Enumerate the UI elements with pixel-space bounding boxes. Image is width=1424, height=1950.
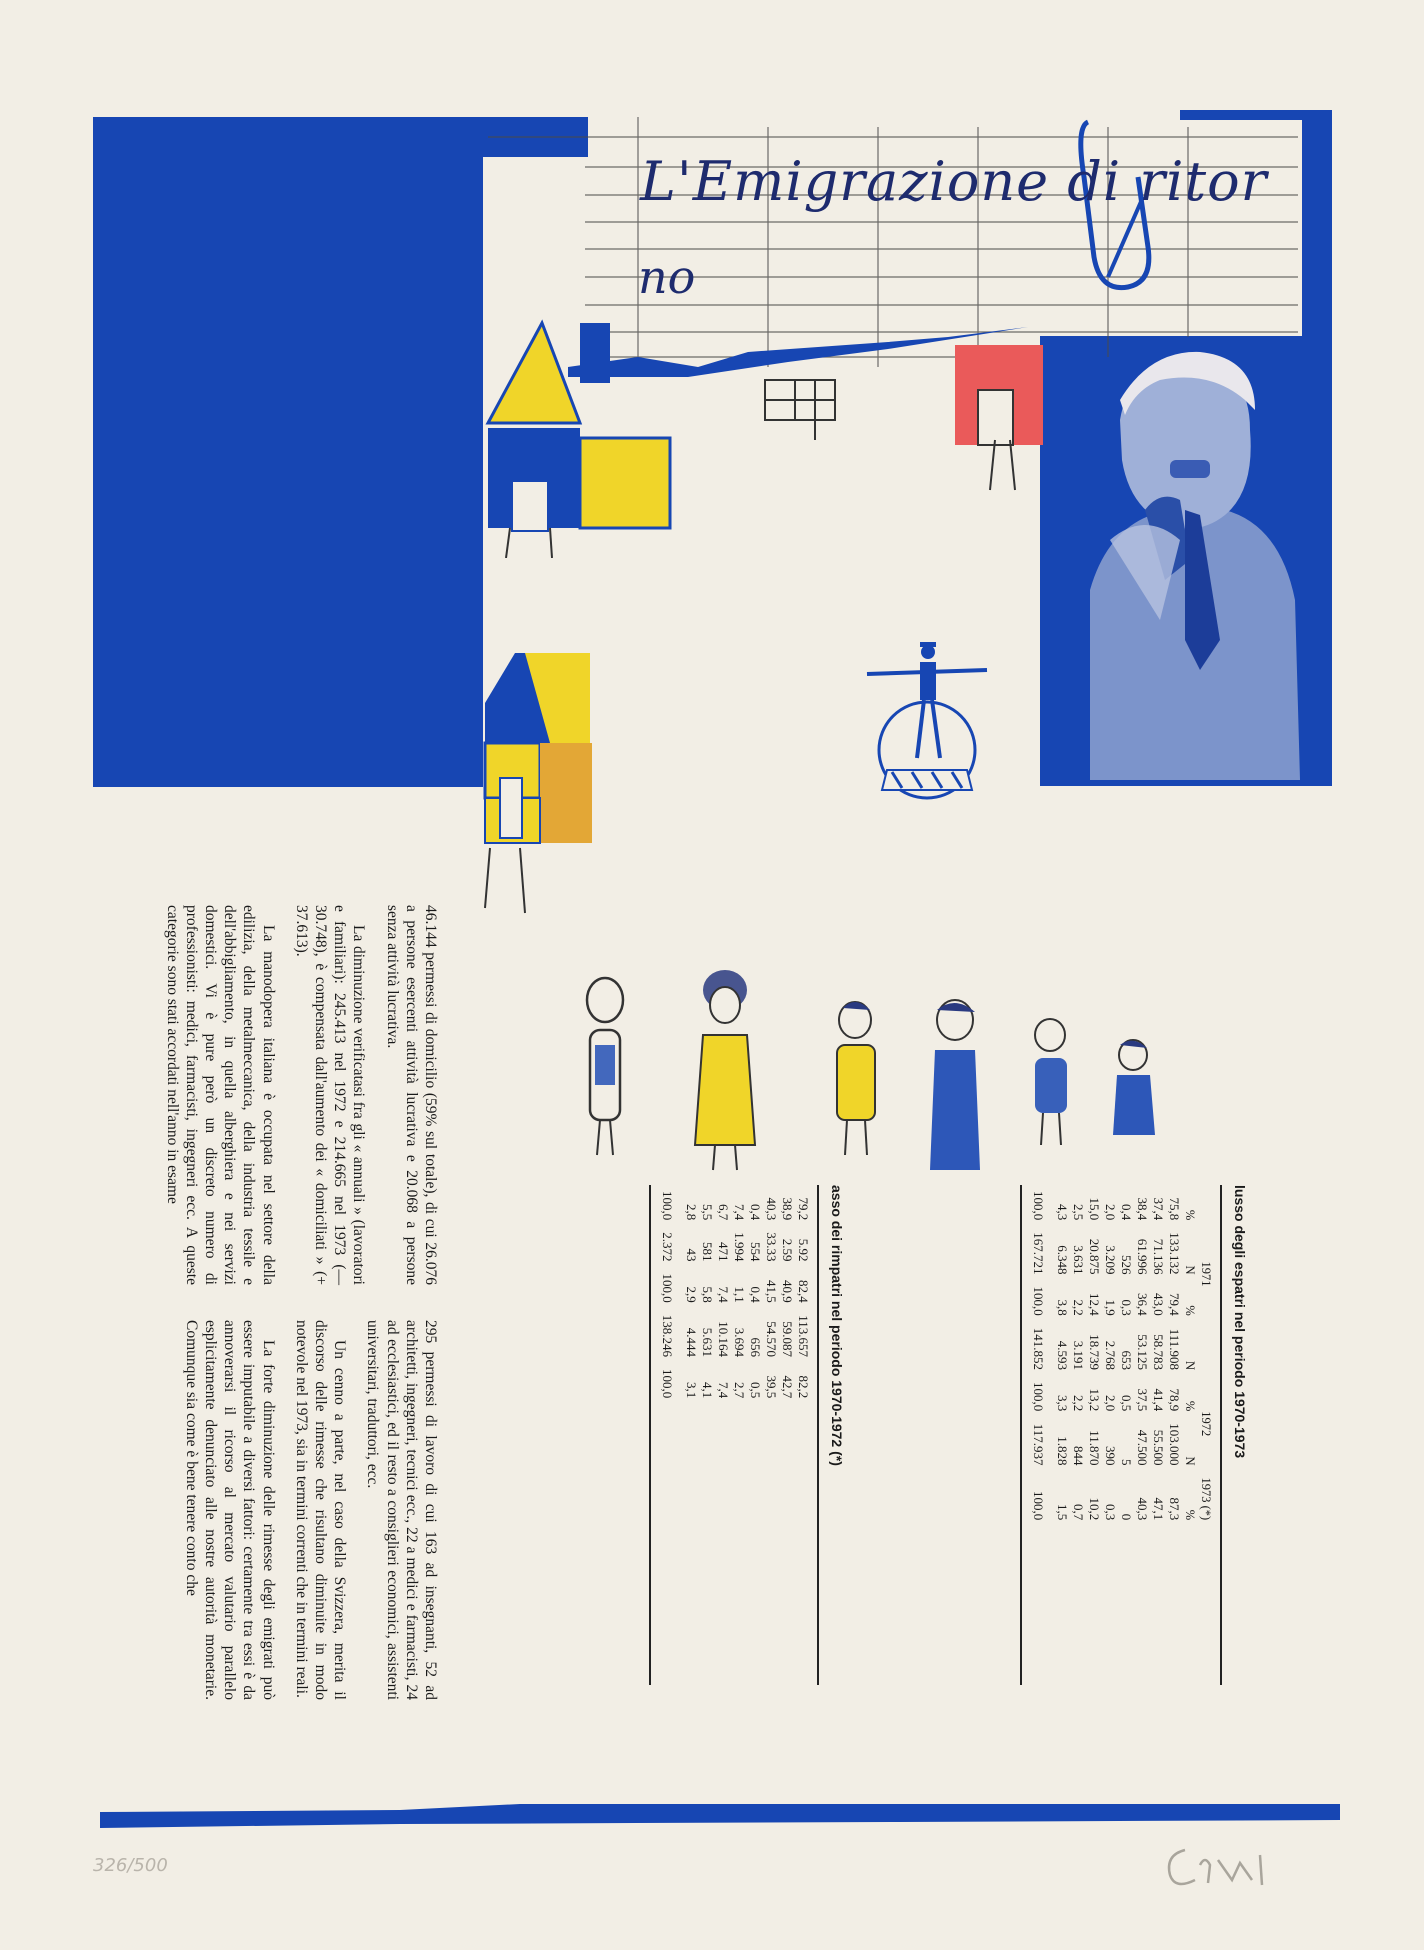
- blue-right-strip: [1302, 110, 1332, 340]
- table2-total-cell: 2.372: [660, 1232, 675, 1262]
- table2-cell: 42,7: [780, 1375, 795, 1399]
- table2-cell: 656: [748, 1337, 763, 1357]
- table1-cell: 0,3: [1119, 1299, 1134, 1316]
- table2-cell: 5,8: [700, 1286, 715, 1303]
- table2-cell: 33.33: [764, 1232, 779, 1262]
- table2-cell: 59.087: [780, 1321, 795, 1357]
- small-grid-house: [760, 360, 860, 450]
- table1-cell: 61.996: [1135, 1238, 1150, 1275]
- table2-rule-bottom: [649, 1185, 651, 1685]
- table2-row: [699, 1185, 715, 1404]
- person-5: [1035, 1019, 1067, 1145]
- table1-cell: 4,3: [1055, 1204, 1070, 1221]
- table1-cell: 0,5: [1119, 1395, 1134, 1412]
- table1-year-1973: 1973 (*): [1199, 1477, 1213, 1521]
- table1-cell: 3.191: [1071, 1340, 1086, 1370]
- table1-cell: 37,4: [1151, 1197, 1166, 1221]
- table2-cell: 82,2: [796, 1375, 811, 1399]
- table2-cell: 6,7: [716, 1204, 731, 1221]
- table2-cell: 471: [716, 1242, 731, 1262]
- table2-cell: 0,5: [748, 1382, 763, 1399]
- table2-cell: 5,5: [700, 1204, 715, 1221]
- person-3: [837, 1002, 875, 1155]
- table1-cell: 526: [1119, 1255, 1134, 1275]
- table1-row: [1054, 1185, 1070, 1526]
- table1-total-cell: 167.721: [1031, 1232, 1046, 1275]
- table2-cell: 554: [748, 1242, 763, 1262]
- table2-cell: 0,4: [748, 1286, 763, 1303]
- table2-cell: 7,4: [732, 1204, 747, 1221]
- person-1: [587, 978, 623, 1155]
- paragraph-1: 46.144 permessi di domicilio (59% sul totale), di cui 26.076 a persone esercenti attività lucrativa e 20.068 a persone senza attività lucrativa.: [383, 905, 439, 1285]
- table1-spacer: [1198, 1185, 1214, 1226]
- table1-year-row: [1198, 1185, 1214, 1526]
- table2-cell: 3.694: [732, 1327, 747, 1357]
- table1-cell: 1.828: [1055, 1436, 1070, 1466]
- table1-cell: 390: [1103, 1446, 1118, 1466]
- table2-cell: 4,1: [700, 1382, 715, 1399]
- table1-row: [1070, 1185, 1086, 1526]
- table1-col-header: %: [1183, 1400, 1197, 1412]
- table2-cell: 40,3: [764, 1197, 779, 1221]
- table1-row: [1118, 1185, 1134, 1526]
- table2-cell: 5.92: [796, 1238, 811, 1262]
- table2-cell: 43: [684, 1248, 699, 1262]
- table2-total-cell: 100,0: [660, 1369, 675, 1399]
- edition-number: 326/500: [93, 1855, 168, 1876]
- table2-cell: 4.444: [684, 1327, 699, 1357]
- table1-total-cell: 100,0: [1031, 1286, 1046, 1316]
- table1-cell: 71.136: [1151, 1238, 1166, 1275]
- table2-title: asso dei rimpatri nel periodo 1970-1972 (*): [829, 1185, 845, 1466]
- text-column-left: [162, 905, 440, 1285]
- table1-body: [1030, 1185, 1182, 1526]
- table2-cell: 2,9: [684, 1286, 699, 1303]
- table2-cell: 38,9: [780, 1197, 795, 1221]
- house-drawing-bottom: [480, 648, 600, 918]
- table1-total-cell: 100,0: [1031, 1490, 1046, 1521]
- table2-cell: 0,4: [748, 1204, 763, 1221]
- table1-cell: 3,8: [1055, 1299, 1070, 1316]
- table2-block: [649, 1185, 845, 1705]
- table2: [659, 1185, 811, 1404]
- table1-row: [1134, 1185, 1150, 1526]
- person-2: [695, 970, 755, 1170]
- table1-cell: 2,5: [1071, 1204, 1086, 1221]
- paragraph-6: La forte diminuzione delle rimesse degli emigrati può essere imputabile a diversi fattori: certamente tra essi è da annoverarsi il ricorso al mercato valutario parallelo esplicitamente denunciato alle nostre autorità monetarie. Comunque sia come è bene tenere conto che: [182, 1320, 277, 1700]
- table1-year-1972: 1972: [1199, 1411, 1213, 1437]
- table2-body: [659, 1185, 811, 1404]
- table2-total-cell: 100,0: [660, 1191, 675, 1221]
- table1-spacer: [1198, 1322, 1214, 1376]
- table1-total-cell: 100,0: [1031, 1191, 1046, 1221]
- table2-cell: 41,5: [764, 1280, 779, 1303]
- table1-row: [1102, 1185, 1118, 1526]
- table2-row: [779, 1185, 795, 1404]
- table1-cell: 15,0: [1087, 1197, 1102, 1221]
- blue-block-left: [93, 117, 483, 787]
- table1-total-cell: 117.937: [1031, 1423, 1046, 1466]
- table1-cell: 38,4: [1135, 1197, 1150, 1221]
- table1-cell: 36,4: [1135, 1293, 1150, 1316]
- blue-bottom-stroke: [100, 1800, 1340, 1830]
- table1-cell: 2.768: [1103, 1340, 1118, 1370]
- table2-cell: 5.631: [700, 1327, 715, 1357]
- table1: [1030, 1185, 1214, 1526]
- handwritten-title-line2: no: [638, 250, 696, 304]
- table1-cell: 37,5: [1135, 1388, 1150, 1412]
- table1-col-header: N: [1183, 1265, 1197, 1275]
- table1-cell: 43,0: [1151, 1293, 1166, 1316]
- table1-cell: 3,3: [1055, 1395, 1070, 1412]
- table1-cell: 4.593: [1055, 1340, 1070, 1370]
- handwritten-title-line1: L'Emigrazione di ritor: [640, 150, 1268, 213]
- table2-total-cell: 100,0: [660, 1273, 675, 1303]
- table1-cell: 0: [1119, 1513, 1134, 1521]
- house-drawing-top: [480, 318, 680, 558]
- table2-cell: 1.994: [732, 1232, 747, 1262]
- table1-cell: 11.870: [1087, 1430, 1102, 1466]
- table2-cell: 581: [700, 1242, 715, 1262]
- people-drawing-row: [565, 970, 1165, 1200]
- table2-cell: 79,2: [796, 1197, 811, 1221]
- table1-cell: 2,2: [1071, 1395, 1086, 1412]
- table1-row: [1086, 1185, 1102, 1526]
- table1-rule-top: [1220, 1185, 1222, 1685]
- table2-row: [747, 1185, 763, 1404]
- table2-rule-top: [817, 1185, 819, 1685]
- man-photo-image: [1050, 340, 1310, 780]
- table2-cell: 82,4: [796, 1280, 811, 1303]
- paragraph-5: Un cenno a parte, nel caso della Svizzera, merita il discorso delle rimesse che risultano diminuite in modo notevole nel 1973, sia in termini correnti che in termini reali.: [292, 1320, 349, 1700]
- table1-title: lusso degli espatri nel periodo 1970-1973: [1232, 1185, 1248, 1459]
- table1-total-row: [1030, 1185, 1054, 1526]
- table2-cell: 54.570: [764, 1321, 779, 1357]
- table1-row: [1166, 1185, 1182, 1526]
- table1-block: [1020, 1185, 1248, 1705]
- person-6: [1113, 1040, 1155, 1135]
- table1-col-header: N: [1183, 1456, 1197, 1466]
- table1-col-header: %: [1183, 1305, 1197, 1316]
- person-4: [930, 1000, 980, 1170]
- table1-cell: 18.739: [1087, 1334, 1102, 1370]
- table1-cell: 78,9: [1167, 1388, 1182, 1412]
- table1-cell: 1,9: [1103, 1299, 1118, 1316]
- table1-col-row: [1182, 1185, 1198, 1526]
- table1-cell: 3.209: [1103, 1245, 1118, 1275]
- table1-cell: 0,4: [1119, 1204, 1134, 1221]
- table1-cell: 2,0: [1103, 1204, 1118, 1221]
- table2-row: [715, 1185, 731, 1404]
- table2-row: [763, 1185, 779, 1404]
- table1-cell: 2,2: [1071, 1299, 1086, 1316]
- table2-cell: 39,5: [764, 1375, 779, 1399]
- paragraph-2: La diminuzione verificatasi fra gli « annuali » (lavoratori e familiari): 245.413 nel 1972 e 214.665 nel 1973 (—30.748), è compensata dall'aumento dei « domiciliati » (+ 37.613).: [292, 905, 368, 1285]
- table1-cell: 41,4: [1151, 1388, 1166, 1412]
- table1-cell: 111.908: [1167, 1328, 1182, 1370]
- table1-cell: 6.348: [1055, 1245, 1070, 1275]
- table2-total-row: [659, 1185, 683, 1404]
- table2-row: [683, 1185, 699, 1404]
- table1-col-header: %: [1183, 1509, 1197, 1521]
- table1-cell: 75,8: [1167, 1197, 1182, 1221]
- table2-cell: 113.657: [796, 1315, 811, 1357]
- table1-total-cell: 141.852: [1031, 1327, 1046, 1370]
- table1-cell: 1,5: [1055, 1503, 1070, 1521]
- table1-cell: 13,2: [1087, 1388, 1102, 1412]
- table1-cell: 40,3: [1135, 1497, 1150, 1521]
- table2-cell: 7,4: [716, 1286, 731, 1303]
- table1-year-1971: 1971: [1199, 1261, 1213, 1287]
- table2-cell: 40,9: [780, 1280, 795, 1303]
- table1-cell: 844: [1071, 1446, 1086, 1466]
- table2-cell: 2,7: [732, 1382, 747, 1399]
- table1-cell: 53.125: [1135, 1334, 1150, 1370]
- table1-cell: 3.631: [1071, 1245, 1086, 1275]
- paragraph-4: 295 permessi di lavoro di cui 163 ad insegnanti, 52 ad architetti, ingegneri, tecnici ecc., 22 a medici e farmacisti, 24 ad ecclesiastici, ed il resto a consiglieri economici, assistenti universitari, traduttori, ecc.: [364, 1320, 439, 1700]
- table1-cell: 47.500: [1135, 1429, 1150, 1466]
- table1-cell: 133.132: [1167, 1232, 1182, 1275]
- figure-on-wheel-drawing: [862, 640, 992, 800]
- table1-total-cell: 100,0: [1031, 1382, 1046, 1412]
- table1-cell: 0,7: [1071, 1503, 1086, 1521]
- table1-cell: 55.500: [1151, 1429, 1166, 1466]
- table2-cell: 2,8: [684, 1204, 699, 1221]
- table1-col-header: %: [1183, 1209, 1197, 1221]
- table1-cell: 47,1: [1151, 1497, 1166, 1521]
- table2-total-cell: 138.246: [660, 1314, 675, 1357]
- table1-cell: 5: [1119, 1459, 1134, 1466]
- text-column-right: [182, 1320, 440, 1700]
- table1-cell: 653: [1119, 1350, 1134, 1370]
- table1-rule-bottom: [1020, 1185, 1022, 1685]
- table1-cell: 58.783: [1151, 1334, 1166, 1370]
- table2-row: [795, 1185, 811, 1404]
- table1-cell: 103.000: [1167, 1423, 1182, 1466]
- table2-cell: 2.59: [780, 1238, 795, 1262]
- table2-cell: 7,4: [716, 1382, 731, 1399]
- paragraph-3: La manodopera italiana è occupata nel settore della edilizia, della metalmeccanica, della industria tessile e dell'abbigliamento, in quella alberghiera e nei servizi domestici. Vi è pure però un discreto numero di professionisti: medici, farmacisti, ingegneri ecc. A queste categorie sono stati accordati nell'anno in esame: [163, 905, 277, 1285]
- artist-signature: [1160, 1835, 1300, 1895]
- table1-cell: 12,4: [1087, 1293, 1102, 1316]
- table1-cell: 0,3: [1103, 1503, 1118, 1521]
- table2-cell: 10.164: [716, 1321, 731, 1357]
- table1-row: [1150, 1185, 1166, 1526]
- table1-cell: 87,3: [1167, 1497, 1182, 1521]
- table1-cell: 2,0: [1103, 1395, 1118, 1412]
- table1-cell: 20.875: [1087, 1238, 1102, 1275]
- table1-cell: 10,2: [1087, 1497, 1102, 1521]
- table2-cell: 1,1: [732, 1286, 747, 1303]
- table1-col-header: N: [1183, 1360, 1197, 1370]
- table1-cell: 79,4: [1167, 1293, 1182, 1316]
- table2-row: [731, 1185, 747, 1404]
- table2-cell: 3,1: [684, 1382, 699, 1399]
- red-door-drawing: [950, 340, 1050, 500]
